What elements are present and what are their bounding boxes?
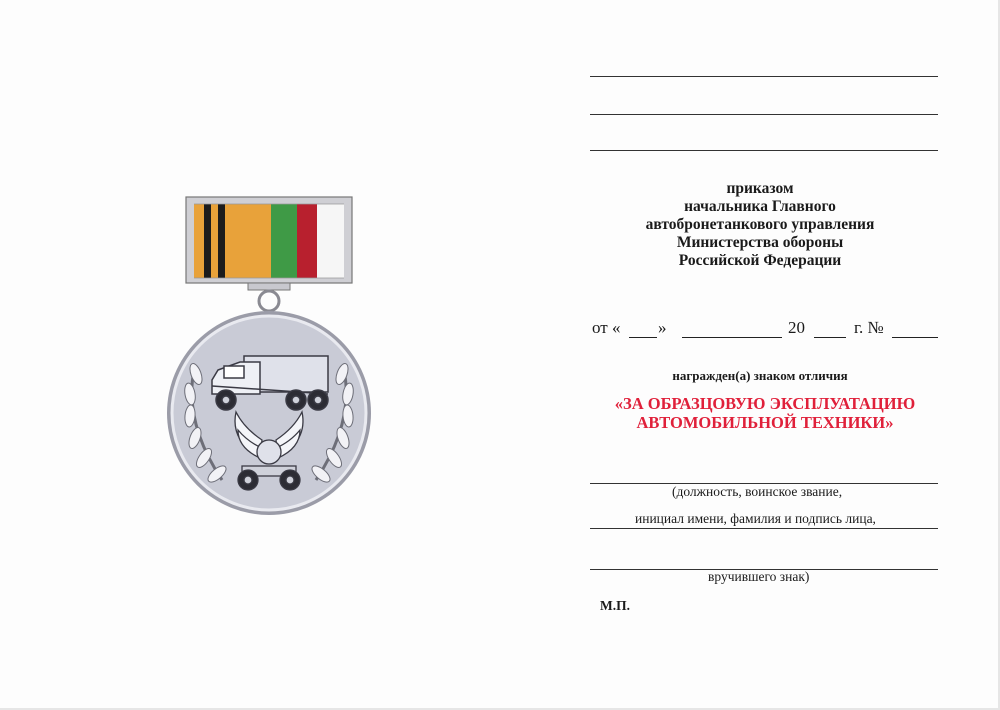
stamp-label: М.П. [600, 598, 630, 613]
order-title [600, 180, 920, 270]
blank-line-2[interactable] [590, 114, 938, 115]
date-from-label: от « [592, 318, 621, 337]
signature-caption: вручившего знак) [708, 569, 810, 584]
award-name-line: АВТОМОБИЛЬНОЙ ТЕХНИКИ» [636, 413, 894, 432]
order-number-label: г. № [854, 318, 884, 337]
order-line: Министерства обороны [676, 234, 844, 251]
medal-image [160, 190, 380, 520]
blank-line-1[interactable] [590, 76, 938, 77]
blank-line-3[interactable] [590, 150, 938, 151]
day-field[interactable] [629, 337, 657, 338]
year-prefix: 20 [788, 318, 805, 337]
order-line: приказом [726, 180, 794, 197]
award-name-line: «ЗА ОБРАЗЦОВУЮ ЭКСПЛУАТАЦИЮ [614, 394, 916, 413]
signature-caption: (должность, воинское звание, [672, 484, 843, 499]
year-field[interactable] [814, 337, 846, 338]
close-quote: » [658, 318, 667, 337]
ribbon [186, 197, 352, 283]
award-name [580, 394, 950, 432]
signature-caption: инициал имени, фамилия и подпись лица, [635, 511, 876, 526]
order-date-row [592, 318, 942, 342]
order-line: Российской Федерации [678, 252, 842, 269]
month-field[interactable] [682, 337, 782, 338]
signature-line-2[interactable] [590, 528, 938, 529]
awarded-label: награжден(а) знаком отличия [672, 368, 848, 383]
order-line: автобронетанкового управления [645, 216, 875, 233]
order-number-field[interactable] [892, 337, 938, 338]
order-line: начальника Главного [684, 198, 836, 215]
